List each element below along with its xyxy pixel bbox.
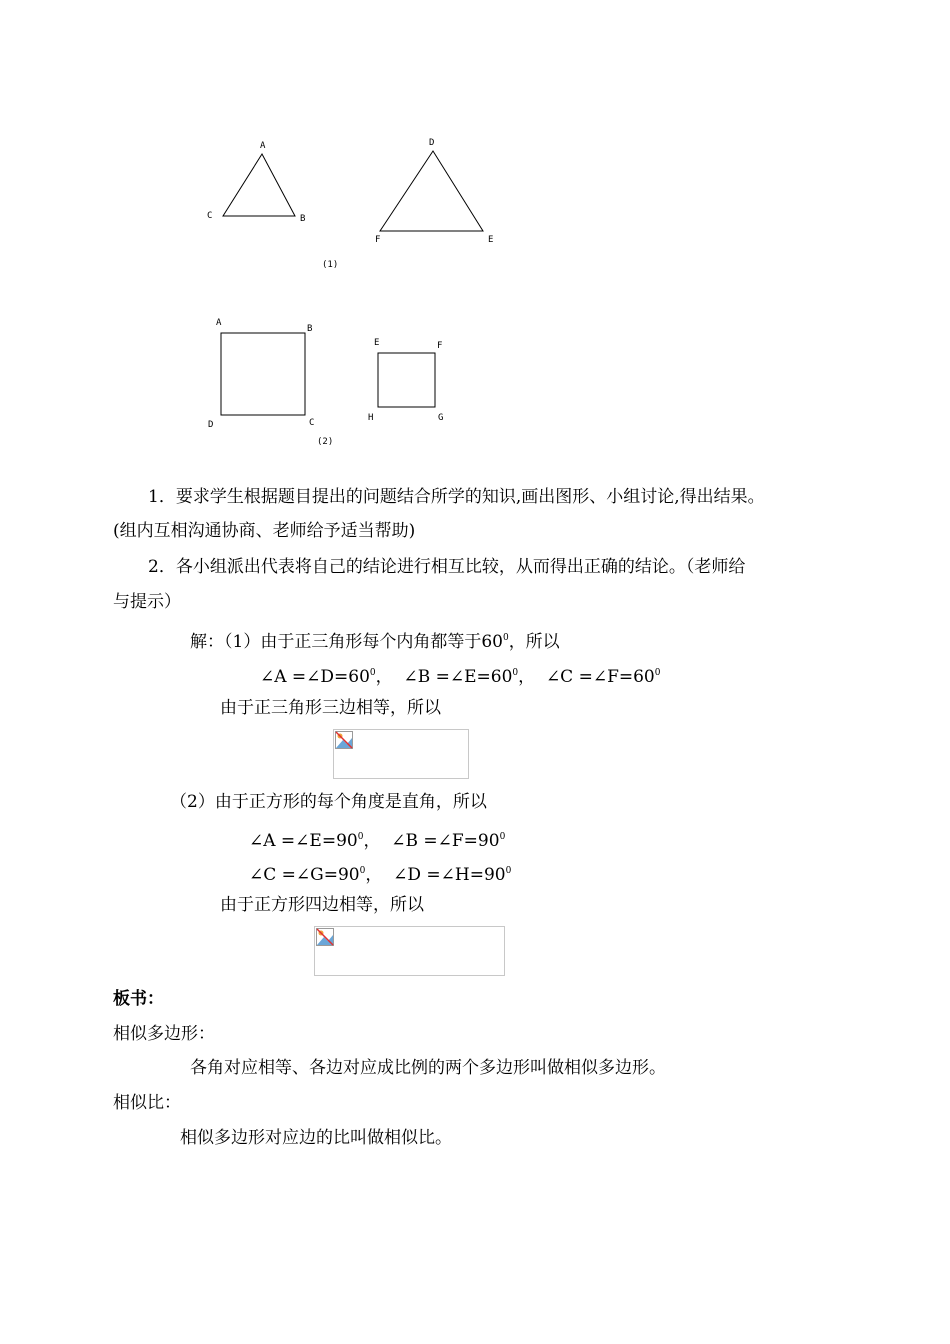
angle-eq: ∠B =∠E=60 (403, 667, 513, 687)
solution-intro (190, 627, 560, 653)
step-2-line-2: 与提示） (113, 592, 181, 612)
square-sides-statement: 由于正方形四边相等，所以 (220, 895, 424, 915)
angle-eq: ∠A =∠D=60 (260, 667, 370, 687)
triangle-angle-equalities (260, 662, 661, 688)
broken-image-equation-1 (333, 729, 469, 779)
degree-sup: 0 (505, 866, 512, 876)
separator: ， (518, 667, 536, 687)
degree-sup: 0 (357, 832, 364, 842)
separator: ， (375, 667, 393, 687)
solution-intro-text: 解：（1）由于正三角形每个内角都等于60 (190, 632, 503, 652)
angle-eq: ∠C =∠G=90 (249, 865, 360, 885)
triangle-sides-statement: 由于正三角形三边相等，所以 (220, 698, 441, 718)
figure-1-triangles (0, 0, 950, 290)
vertex-label-b: B (307, 324, 313, 334)
square-angle-equalities-row-2 (249, 860, 511, 886)
step-1-line-2: (组内互相沟通协商、老师给予适当帮助) (113, 521, 416, 541)
triangle-abc (223, 154, 295, 216)
square-angle-equalities-row-1 (249, 826, 505, 852)
vertex-label-h: H (368, 413, 374, 423)
step-2-line-1: 2．各小组派出代表将自己的结论进行相互比较，从而得出正确的结论。（老师给 (148, 557, 746, 577)
degree-sup: 0 (359, 866, 366, 876)
figure-2-caption: (2) (317, 437, 334, 447)
square-efgh (378, 353, 435, 407)
vertex-label-g: G (438, 413, 444, 423)
vertex-label-e: E (374, 338, 380, 348)
solution-intro-tail: ，所以 (508, 632, 560, 652)
step-1-line-1: 1．要求学生根据题目提出的问题结合所学的知识,画出图形、小组讨论,得出结果。 (148, 487, 765, 507)
term-similarity-ratio: 相似比： (113, 1093, 181, 1113)
vertex-label-c: C (309, 418, 315, 428)
term-similar-polygons: 相似多边形： (113, 1024, 215, 1044)
separator: ， (363, 831, 381, 851)
solution-part-2: （2）由于正方形的每个角度是直角，所以 (170, 792, 487, 812)
vertex-label-f: F (375, 235, 381, 245)
board-heading: 板书： (113, 989, 164, 1009)
vertex-label-c: C (207, 211, 213, 221)
definition-similar-polygons: 各角对应相等、各边对应成比例的两个多边形叫做相似多边形。 (190, 1058, 666, 1078)
degree-sup: 0 (502, 633, 509, 643)
angle-eq: ∠A =∠E=90 (249, 831, 358, 851)
angle-eq: ∠C =∠F=60 (545, 667, 655, 687)
angle-eq: ∠B =∠F=90 (391, 831, 500, 851)
separator: ， (365, 865, 383, 885)
angle-eq: ∠D =∠H=90 (393, 865, 506, 885)
square-abcd (221, 333, 305, 415)
vertex-label-f: F (437, 341, 443, 351)
figure-1-caption: (1) (322, 260, 339, 270)
figure-2-squares (0, 300, 950, 460)
triangle-def (380, 151, 483, 231)
vertex-label-a: A (260, 141, 266, 151)
vertex-label-a: A (216, 318, 222, 328)
vertex-label-e: E (488, 235, 494, 245)
broken-image-icon (335, 731, 353, 749)
vertex-label-d: D (429, 138, 435, 148)
degree-sup: 0 (499, 832, 506, 842)
vertex-label-d: D (208, 420, 214, 430)
broken-image-icon (316, 928, 334, 946)
degree-sup: 0 (512, 668, 519, 678)
vertex-label-b: B (300, 214, 306, 224)
broken-image-equation-2 (314, 926, 505, 976)
definition-similarity-ratio: 相似多边形对应边的比叫做相似比。 (180, 1128, 452, 1148)
degree-sup: 0 (654, 668, 661, 678)
degree-sup: 0 (369, 668, 376, 678)
